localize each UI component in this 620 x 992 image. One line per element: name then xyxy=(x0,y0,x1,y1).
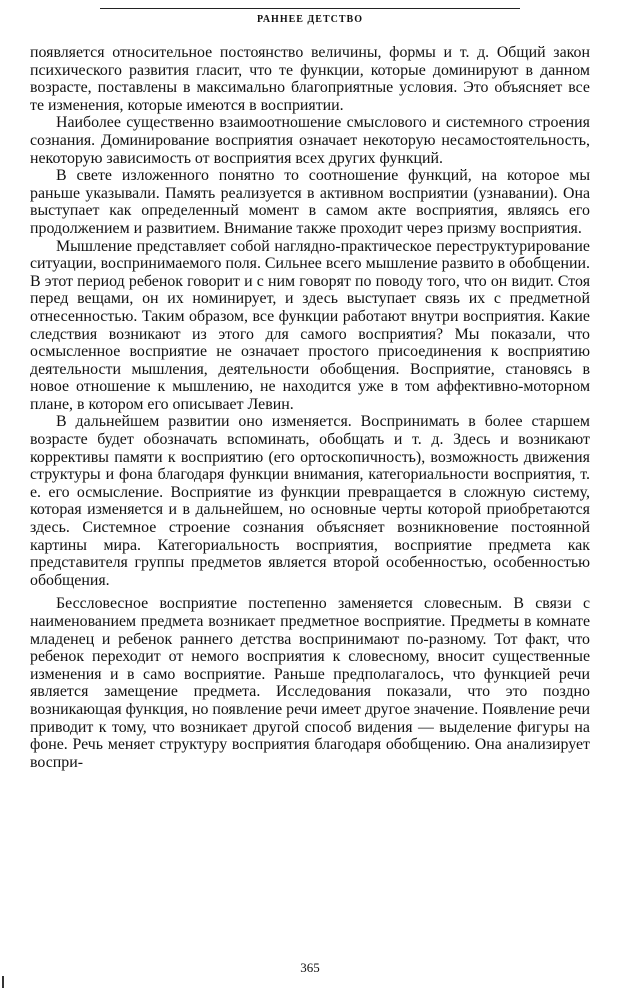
header-rule xyxy=(100,8,520,9)
page-number: 365 xyxy=(300,960,320,975)
paragraph: Бессловесное восприятие постепенно заменяется словесным. В связи с наименованием предмета возникает предметное восприятие. Предметы в комнате младенец и ребенок раннего детства воспринимают по-разному. Тот факт, что ребенок переходит от немого восприятия к словесному, вносит существенные изменения и в само восприятие. Раньше предполагалось, что функцией речи является замещение предмета. Исследования показали, что это поздно возникающая функция, но появление речи имеет другое значение. Появление речи приводит к тому, что возникает другой способ видения — выделение фигуры на фоне. Речь меняет структуру восприятия благодаря обобщению. Она анализирует воспри- xyxy=(30,595,590,771)
paragraph: В дальнейшем развитии оно изменяется. Воспринимать в более старшем возрасте будет обозначать вспоминать, обобщать и т. д. Здесь и возникают коррективы памяти к восприятию (его ортоскопичность), возможность движения структуры и фона благодаря функции внимания, категориальности восприятия, т. е. его осмысление. Восприятие из функции превращается в сложную систему, которая изменяется и в дальнейшем, но основные черты которой приобретаются здесь. Системное строение сознания объясняет возникновение постоянной картины мира. Категориальность восприятия, восприятие предмета как представителя группы предметов является второй особенностью, особенностью обобщения. xyxy=(30,413,590,589)
paragraph: Наиболее существенно взаимоотношение смыслового и системного строения сознания. Доминирование восприятия означает некоторую несамостоятельность, некоторую зависимость от восприятия всех других функций. xyxy=(30,114,590,167)
paragraph: В свете изложенного понятно то соотношение функций, на которое мы раньше указывали. Память реализуется в активном восприятии (узнавании). Она выступает как определенный момент в самом акте восприятия, являясь его продолжением и развитием. Внимание также проходит через призму восприятия. xyxy=(30,167,590,237)
paragraph: Мышление представляет собой наглядно-практическое переструктурирование ситуации, воспринимаемого поля. Сильнее всего мышление развито в обобщении. В этот период ребенок говорит и с ним говорят по поводу того, что он видит. Стоя перед вещами, он их номинирует, и здесь выступает связь их с предметной отнесенностью. Таким образом, все функции работают внутри восприятия. Какие следствия возникают из этого для самого восприятия? Мы показали, что осмысленное восприятие не означает простого присоединения к восприятию деятельности мышления, деятельности обобщения. Восприятие, становясь в новое отношение к мышлению, не находится уже в том аффективно-моторном плане, в котором его описывает Левин. xyxy=(30,237,590,413)
body-text xyxy=(30,44,590,771)
paragraph: появляется относительное постоянство величины, формы и т. д. Общий закон психического развития гласит, что те функции, которые доминируют в данном возрасте, поставлены в максимально благоприятные условия. Это объясняет все те изменения, которые имеются в восприятии. xyxy=(30,44,590,114)
running-header: РАННЕЕ ДЕТСТВО xyxy=(256,14,363,25)
book-page xyxy=(30,0,590,992)
scan-edge-mark xyxy=(2,976,4,988)
